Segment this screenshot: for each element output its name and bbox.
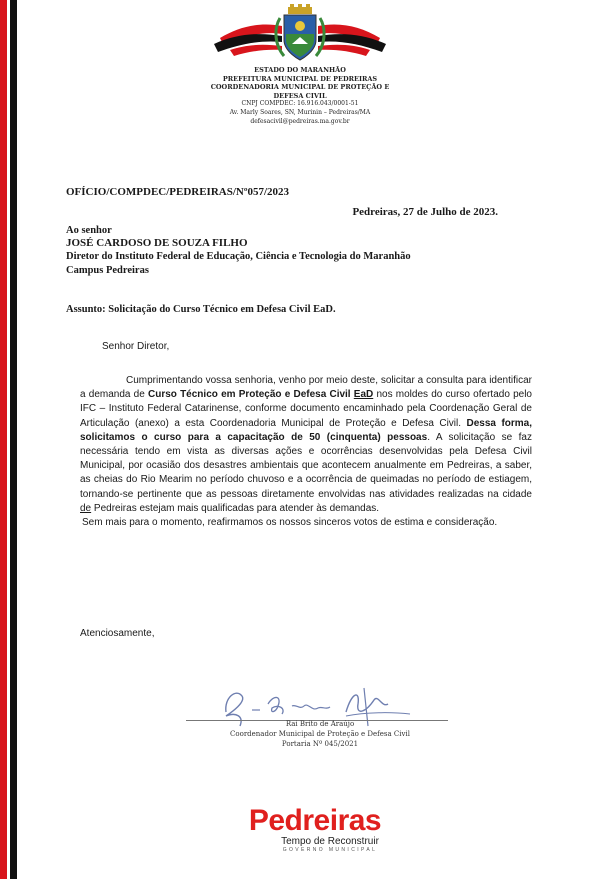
footer-logo xyxy=(230,806,400,853)
coat-of-arms-emblem xyxy=(200,4,400,64)
body-text-segment: Pedreiras estejam mais qualificadas para atender às demandas. xyxy=(91,502,380,514)
course-name-bold: Curso Técnico em Proteção e Defesa Civil xyxy=(147,389,354,401)
body-text-segment: nos moldes do curso ofertado pelo IFC – Instituto Federal Catarinense, conforme documento encaminhado pela Coordenação Geral de Articulação (anexo) a esta Coordenadoria Municipal de Proteção e Defesa Civil. xyxy=(80,389,532,429)
letter-body xyxy=(80,374,532,530)
recipient-block xyxy=(66,224,526,277)
signature-block xyxy=(200,719,440,749)
letterhead-address: Av. Marly Soares, SN, Murinin – Pedreiras/MA xyxy=(229,108,371,116)
letterhead-email: defesacivil@pedreiras.ma.gov.br xyxy=(250,117,350,125)
footer-tagline: Tempo de Reconstruir xyxy=(281,836,379,847)
letterhead-cnpj: CNPJ COMPDEC: 16.916.043/0001-51 xyxy=(241,100,359,108)
signer-role: Coordenador Municipal de Proteção e Defesa Civil xyxy=(230,730,410,738)
letterhead xyxy=(150,66,450,126)
body-paragraph-2: Sem mais para o momento, reafirmamos os nossos sinceros votos de estima e consideração. xyxy=(82,517,498,529)
recipient-campus: Campus Pedreiras xyxy=(66,264,149,276)
letterhead-prefecture: PREFEITURA MUNICIPAL DE PEDREIRAS xyxy=(222,74,378,83)
document-reference: OFÍCIO/COMPDEC/PEDREIRAS/Nº057/2023 xyxy=(66,186,290,198)
signer-name: Rai Brito de Araújo xyxy=(285,720,355,728)
letterhead-state: ESTADO DO MARANHÃO xyxy=(254,66,346,74)
request-bold: Dessa forma, solicitamos o curso para a capacitação de 50 (cinquenta) pessoas xyxy=(80,417,533,443)
body-paragraph-1 xyxy=(80,374,532,516)
underlined-word: de xyxy=(80,502,92,514)
body-text-segment: . A solicitação se faz necessária tendo em vista as diversas ações e ocorrências desenvolvidas pela Defesa Civil Municipal, por ocasião dos desastres ambientais que acontecem anualmente em Pedreiras, a saber, as cheias do Rio Mearim no período chuvoso e a ocorrência de queimadas no período de estiagem, tornando-se pertinente que as pessoas diretamente envolvidas nas atividades realizadas na cidade xyxy=(80,431,532,500)
subject-line: Assunto: Solicitação do Curso Técnico em Defesa Civil EaD. xyxy=(66,304,336,315)
body-text-segment: Cumprimentando vossa senhoria, venho por meio deste, solicitar a consulta para identificar a demanda de xyxy=(80,375,532,401)
left-red-stripe xyxy=(0,0,7,879)
course-mode-underlined: EaD xyxy=(353,389,374,401)
letterhead-coordination: COORDENADORIA MUNICIPAL DE PROTEÇÃO E xyxy=(210,83,390,92)
letterhead-civil-defense: DEFESA CIVIL xyxy=(273,91,327,100)
recipient-salutation: Ao senhor xyxy=(66,225,112,236)
footer-government: GOVERNO MUNICIPAL xyxy=(282,847,378,853)
recipient-name: JOSÉ CARDOSO DE SOUZA FILHO xyxy=(66,237,248,250)
greeting: Senhor Diretor, xyxy=(102,341,170,352)
footer-brand: Pedreiras xyxy=(248,804,382,837)
left-black-stripe xyxy=(10,0,17,879)
document-date: Pedreiras, 27 de Julho de 2023. xyxy=(352,206,498,218)
closing: Atenciosamente, xyxy=(80,628,155,639)
recipient-title: Diretor do Instituto Federal de Educação, Ciência e Tecnologia do Maranhão xyxy=(66,251,411,263)
signer-ordinance: Portaria Nº 045/2021 xyxy=(281,740,359,748)
